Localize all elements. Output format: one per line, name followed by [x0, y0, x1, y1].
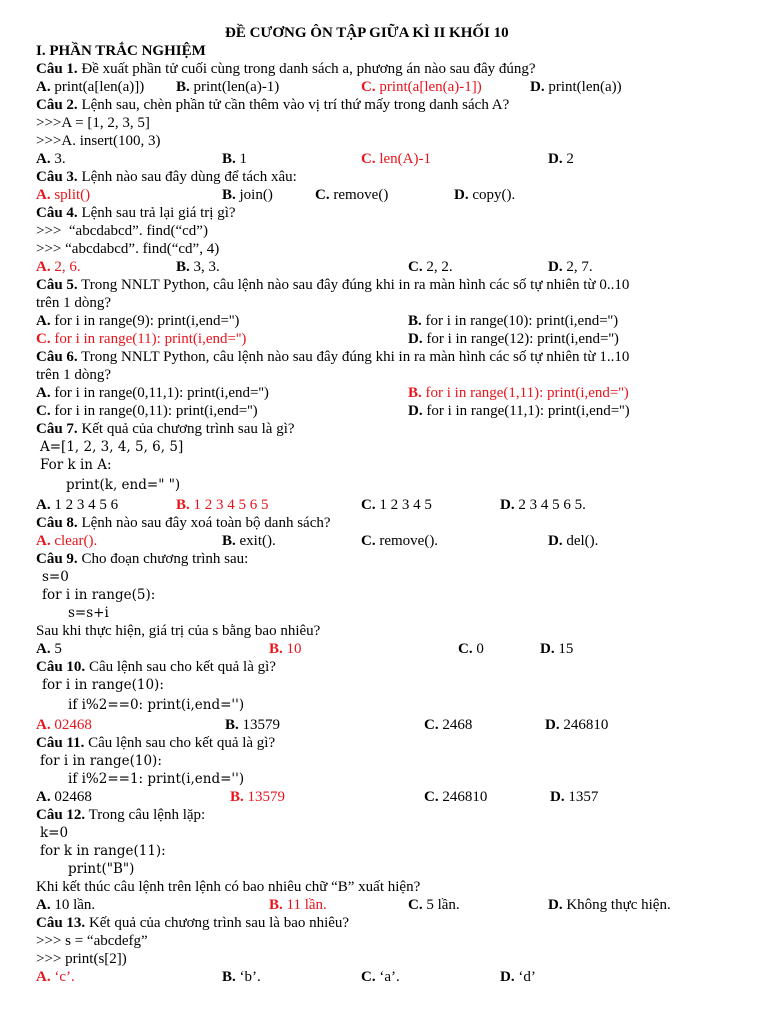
option-text: remove() — [333, 187, 389, 203]
question — [36, 204, 236, 222]
option-text: 2, 7. — [566, 259, 593, 275]
option-letter: B. — [222, 969, 236, 985]
answer-option — [36, 402, 258, 420]
code-line — [0, 752, 768, 770]
option-letter: D. — [540, 641, 555, 657]
question-label: Câu 7. — [36, 421, 78, 437]
answer-option-correct — [176, 496, 269, 514]
options-row — [0, 640, 768, 658]
option-text: for i in range(10): print(i,end='') — [425, 313, 619, 329]
option-letter: C. — [424, 789, 439, 805]
code-line — [0, 950, 768, 968]
answer-option-correct — [408, 384, 629, 402]
question-line — [0, 60, 768, 78]
option-text: ‘a’. — [379, 969, 400, 985]
option-text: ‘b’. — [239, 969, 261, 985]
code-line — [0, 860, 768, 878]
answer-option — [500, 496, 586, 514]
option-letter: B. — [225, 717, 239, 733]
question — [36, 420, 295, 438]
option-text: del(). — [566, 533, 599, 549]
option-text: for i in range(0,11): print(i,end='') — [54, 403, 258, 419]
code-line — [0, 696, 768, 714]
question-label: Câu 1. — [36, 61, 78, 77]
option-text: 5 — [54, 641, 62, 657]
option-text: 10 — [286, 641, 302, 657]
option-text: print(a[len(a)]) — [54, 79, 145, 95]
answer-option — [315, 186, 388, 204]
option-text: for i in range(11): print(i,end='') — [54, 331, 247, 347]
code-text: for i in range(5): — [42, 587, 156, 603]
option-text: 10 lần. — [54, 897, 96, 913]
code-line — [0, 586, 768, 604]
option-text: 1357 — [568, 789, 599, 805]
option-letter: B. — [408, 313, 422, 329]
option-letter: C. — [361, 151, 376, 167]
option-letter: A. — [36, 313, 51, 329]
option-text: print(len(a)) — [548, 79, 622, 95]
option-letter: A. — [36, 789, 51, 805]
code-line — [0, 476, 768, 494]
option-letter: C. — [361, 533, 376, 549]
options-row — [0, 330, 768, 348]
question — [36, 514, 331, 532]
answer-option — [540, 640, 573, 658]
option-text: 3, 3. — [193, 259, 220, 275]
question-text: Câu lệnh sau cho kết quả là gì? — [88, 659, 276, 675]
answer-option — [408, 312, 618, 330]
answer-option — [36, 150, 66, 168]
option-letter: A. — [36, 717, 51, 733]
option-letter: A. — [36, 385, 51, 401]
question-followup-text: Khi kết thúc câu lệnh trên lệnh có bao nhiêu chữ “B” xuất hiện? — [36, 879, 421, 895]
code-line — [0, 222, 768, 240]
answer-option — [458, 640, 484, 658]
section-heading-line — [0, 42, 768, 60]
section-heading: I. PHẦN TRẮC NGHIỆM — [36, 43, 206, 59]
question-line-continued — [0, 294, 768, 312]
answer-option — [424, 716, 472, 734]
question-followup-line — [0, 878, 768, 896]
question — [36, 96, 509, 114]
code-line — [0, 604, 768, 622]
option-text: ‘d’ — [518, 969, 536, 985]
question-text: Cho đoạn chương trình sau: — [81, 551, 249, 567]
question-text: Trong NNLT Python, câu lệnh nào sau đây đúng khi in ra màn hình các số tự nhiên từ 0..10 — [81, 277, 630, 293]
answer-option — [408, 258, 453, 276]
question — [36, 348, 629, 366]
options-row — [0, 896, 768, 914]
answer-option — [36, 312, 239, 330]
question-label: Câu 11. — [36, 735, 85, 751]
option-letter: D. — [454, 187, 469, 203]
option-letter: A. — [36, 497, 51, 513]
option-text: for i in range(9): print(i,end='') — [54, 313, 240, 329]
option-letter: C. — [361, 497, 376, 513]
option-letter: A. — [36, 533, 51, 549]
code-text: A=[1, 2, 3, 4, 5, 6, 5] — [40, 439, 184, 455]
option-text: remove(). — [379, 533, 439, 549]
option-text: 1 2 3 4 5 — [379, 497, 432, 513]
option-text: for i in range(1,11): print(i,end='') — [425, 385, 629, 401]
code-line — [0, 438, 768, 456]
question-line-continued — [0, 366, 768, 384]
options-row — [0, 384, 768, 402]
answer-option — [36, 78, 144, 96]
question — [36, 550, 248, 568]
question-text: Kết quả của chương trình sau là gì? — [81, 421, 295, 437]
answer-option — [36, 896, 95, 914]
answer-option — [548, 532, 598, 550]
code-text: s=0 — [42, 569, 69, 585]
code-text: >>>A = [1, 2, 3, 5] — [36, 115, 150, 131]
code-line — [0, 770, 768, 788]
document-title-line — [0, 24, 768, 42]
option-text: print(len(a)-1) — [193, 79, 280, 95]
code-text: print(k, end=" ") — [66, 477, 181, 493]
option-letter: C. — [408, 897, 423, 913]
answer-option — [545, 716, 608, 734]
question-label: Câu 2. — [36, 97, 78, 113]
options-row — [0, 716, 768, 734]
answer-option — [36, 496, 118, 514]
option-text: len(A)-1 — [379, 151, 431, 167]
answer-option — [408, 402, 630, 420]
option-text: 2, 2. — [426, 259, 453, 275]
options-row — [0, 258, 768, 276]
option-letter: C. — [361, 969, 376, 985]
option-text: 1 — [239, 151, 248, 167]
question-text: Lệnh sau trả lại giá trị gì? — [81, 205, 236, 221]
question-line — [0, 914, 768, 932]
code-text: s=s+i — [68, 605, 109, 621]
answer-option — [176, 78, 279, 96]
option-text: for i in range(12): print(i,end='') — [426, 331, 619, 347]
option-letter: C. — [36, 403, 51, 419]
answer-option — [530, 78, 622, 96]
answer-option — [222, 532, 276, 550]
code-text: >>> “abcdabcd”. find(“cd”, 4) — [36, 241, 220, 257]
question-text: Câu lệnh sau cho kết quả là gì? — [88, 735, 276, 751]
question — [36, 168, 297, 186]
question-followup-line — [0, 622, 768, 640]
answer-option-correct — [361, 150, 431, 168]
code-line — [0, 132, 768, 150]
question-label: Câu 6. — [36, 349, 78, 365]
question-label: Câu 4. — [36, 205, 78, 221]
option-text: 246810 — [563, 717, 609, 733]
question-followup-text: Sau khi thực hiện, giá trị của s bằng bao nhiêu? — [36, 623, 321, 639]
option-letter: D. — [500, 497, 515, 513]
question-label: Câu 12. — [36, 807, 86, 823]
code-text: print("B") — [68, 861, 135, 877]
option-text: copy(). — [472, 187, 516, 203]
option-letter: D. — [500, 969, 515, 985]
question-label: Câu 10. — [36, 659, 86, 675]
option-letter: D. — [408, 331, 423, 347]
option-letter: B. — [269, 641, 283, 657]
answer-option-correct — [36, 258, 81, 276]
option-letter: C. — [36, 331, 51, 347]
answer-option-correct — [36, 716, 92, 734]
option-text: 3. — [54, 151, 66, 167]
option-letter: A. — [36, 79, 51, 95]
option-letter: D. — [548, 151, 563, 167]
option-text: 0 — [476, 641, 484, 657]
question-line — [0, 348, 768, 366]
question-text: Trong NNLT Python, câu lệnh nào sau đây đúng khi in ra màn hình các số tự nhiên từ 1..10 — [81, 349, 630, 365]
option-letter: B. — [222, 151, 236, 167]
question-label: Câu 3. — [36, 169, 78, 185]
answer-option — [361, 532, 438, 550]
option-text: 02468 — [54, 717, 92, 733]
question-line — [0, 658, 768, 676]
option-text: 13579 — [247, 789, 286, 805]
answer-option — [361, 968, 400, 986]
option-text: clear(). — [54, 533, 98, 549]
option-letter: C. — [424, 717, 439, 733]
options-row — [0, 788, 768, 806]
option-text: Không thực hiện. — [566, 897, 671, 913]
option-text: for i in range(11,1): print(i,end='') — [426, 403, 630, 419]
code-line — [0, 568, 768, 586]
option-letter: D. — [530, 79, 545, 95]
answer-option-correct — [36, 968, 75, 986]
question-label: Câu 9. — [36, 551, 78, 567]
option-letter: B. — [222, 187, 236, 203]
option-text: for i in range(0,11,1): print(i,end='') — [54, 385, 269, 401]
answer-option — [225, 716, 280, 734]
answer-option-correct — [361, 78, 482, 96]
option-letter: A. — [36, 259, 51, 275]
answer-option — [36, 788, 92, 806]
code-line — [0, 824, 768, 842]
option-text: 2 3 4 5 6 5. — [518, 497, 586, 513]
option-letter: B. — [408, 385, 422, 401]
options-row — [0, 150, 768, 168]
option-letter: D. — [548, 897, 563, 913]
code-text: if i%2==1: print(i,end='') — [68, 771, 245, 787]
answer-option — [36, 640, 62, 658]
options-row — [0, 532, 768, 550]
question — [36, 658, 276, 676]
document-title: ĐỀ CƯƠNG ÔN TẬP GIỮA KÌ II KHỐI 10 — [225, 25, 509, 41]
question — [36, 914, 349, 932]
code-text: for k in range(11): — [40, 843, 166, 859]
code-text: >>> “abcdabcd”. find(“cd”) — [36, 223, 208, 239]
option-letter: C. — [458, 641, 473, 657]
answer-option — [222, 968, 261, 986]
options-row — [0, 186, 768, 204]
question — [36, 734, 275, 752]
option-letter: D. — [408, 403, 423, 419]
option-text: join() — [239, 187, 273, 203]
code-line — [0, 676, 768, 694]
answer-option — [548, 258, 593, 276]
answer-option-correct — [36, 330, 246, 348]
option-text: 1 2 3 4 5 6 — [54, 497, 119, 513]
option-letter: A. — [36, 969, 51, 985]
option-letter: C. — [408, 259, 423, 275]
answer-option-correct — [269, 896, 327, 914]
options-row — [0, 78, 768, 96]
answer-option — [408, 330, 619, 348]
code-line — [0, 932, 768, 950]
option-letter: B. — [230, 789, 244, 805]
option-text: 2 — [566, 151, 574, 167]
option-letter: A. — [36, 897, 51, 913]
option-letter: D. — [545, 717, 560, 733]
answer-option — [548, 896, 671, 914]
option-text: 2, 6. — [54, 259, 81, 275]
options-row — [0, 402, 768, 420]
question-line — [0, 168, 768, 186]
option-text: split() — [54, 187, 91, 203]
answer-option-correct — [36, 532, 97, 550]
options-row — [0, 312, 768, 330]
option-letter: B. — [176, 259, 190, 275]
option-letter: C. — [361, 79, 376, 95]
option-letter: B. — [269, 897, 283, 913]
options-row — [0, 968, 768, 986]
answer-option — [176, 258, 220, 276]
option-text: 2468 — [442, 717, 473, 733]
question-label: Câu 13. — [36, 915, 86, 931]
question-line — [0, 204, 768, 222]
answer-option — [454, 186, 515, 204]
question-text: Đề xuất phần tử cuối cùng trong danh sách a, phương án nào sau đây đúng? — [81, 61, 536, 77]
option-text: 11 lần. — [286, 897, 327, 913]
question-text: Lệnh sau, chèn phần tử cần thêm vào vị trí thứ mấy trong danh sách A? — [81, 97, 510, 113]
question-label: Câu 8. — [36, 515, 78, 531]
question-line — [0, 514, 768, 532]
answer-option — [222, 186, 273, 204]
code-text: >>> print(s[2]) — [36, 951, 127, 967]
option-letter: B. — [176, 79, 190, 95]
option-letter: B. — [176, 497, 190, 513]
code-text: >>> s = “abcdefg” — [36, 933, 148, 949]
question-line — [0, 734, 768, 752]
answer-option — [548, 150, 574, 168]
option-letter: D. — [548, 259, 563, 275]
option-text: ‘c’. — [54, 969, 75, 985]
question-text: Trong câu lệnh lặp: — [88, 807, 206, 823]
answer-option — [361, 496, 432, 514]
option-text: 246810 — [442, 789, 488, 805]
code-text: if i%2==0: print(i,end='') — [68, 697, 245, 713]
option-text: 02468 — [54, 789, 92, 805]
option-letter: A. — [36, 151, 51, 167]
answer-option — [222, 150, 247, 168]
question-text: Lệnh nào sau đây dùng để tách xâu: — [81, 169, 297, 185]
question-label: Câu 5. — [36, 277, 78, 293]
question-line — [0, 420, 768, 438]
option-text: 15 — [558, 641, 574, 657]
question — [36, 60, 536, 78]
code-text: for i in range(10): — [40, 753, 162, 769]
code-text: k=0 — [40, 825, 69, 841]
option-letter: A. — [36, 641, 51, 657]
answer-option — [408, 896, 460, 914]
code-text: >>>A. insert(100, 3) — [36, 133, 161, 149]
option-text: 5 lần. — [426, 897, 460, 913]
code-text: for i in range(10): — [42, 677, 164, 693]
question-line — [0, 96, 768, 114]
code-line — [0, 842, 768, 860]
options-row — [0, 496, 768, 514]
option-text: 13579 — [242, 717, 281, 733]
code-line — [0, 456, 768, 474]
question — [36, 806, 205, 824]
option-letter: B. — [222, 533, 236, 549]
option-letter: A. — [36, 187, 51, 203]
answer-option — [36, 384, 269, 402]
answer-option-correct — [36, 186, 90, 204]
option-letter: D. — [548, 533, 563, 549]
question-line — [0, 276, 768, 294]
answer-option-correct — [269, 640, 302, 658]
code-text: For k in A: — [40, 457, 112, 473]
question-line — [0, 550, 768, 568]
question-line — [0, 806, 768, 824]
option-text: 1 2 3 4 5 6 5 — [193, 497, 269, 513]
question-text-continued: trên 1 dòng? — [36, 295, 111, 311]
option-letter: D. — [550, 789, 565, 805]
question-text-continued: trên 1 dòng? — [36, 367, 111, 383]
question-text: Lệnh nào sau đây xoá toàn bộ danh sách? — [81, 515, 331, 531]
question-text: Kết quả của chương trình sau là bao nhiêu? — [88, 915, 350, 931]
answer-option — [424, 788, 487, 806]
answer-option — [500, 968, 536, 986]
option-text: print(a[len(a)-1]) — [379, 79, 482, 95]
answer-option-correct — [230, 788, 285, 806]
code-line — [0, 114, 768, 132]
option-text: exit(). — [239, 533, 276, 549]
option-letter: C. — [315, 187, 330, 203]
code-line — [0, 240, 768, 258]
answer-option — [550, 788, 598, 806]
question — [36, 276, 629, 294]
